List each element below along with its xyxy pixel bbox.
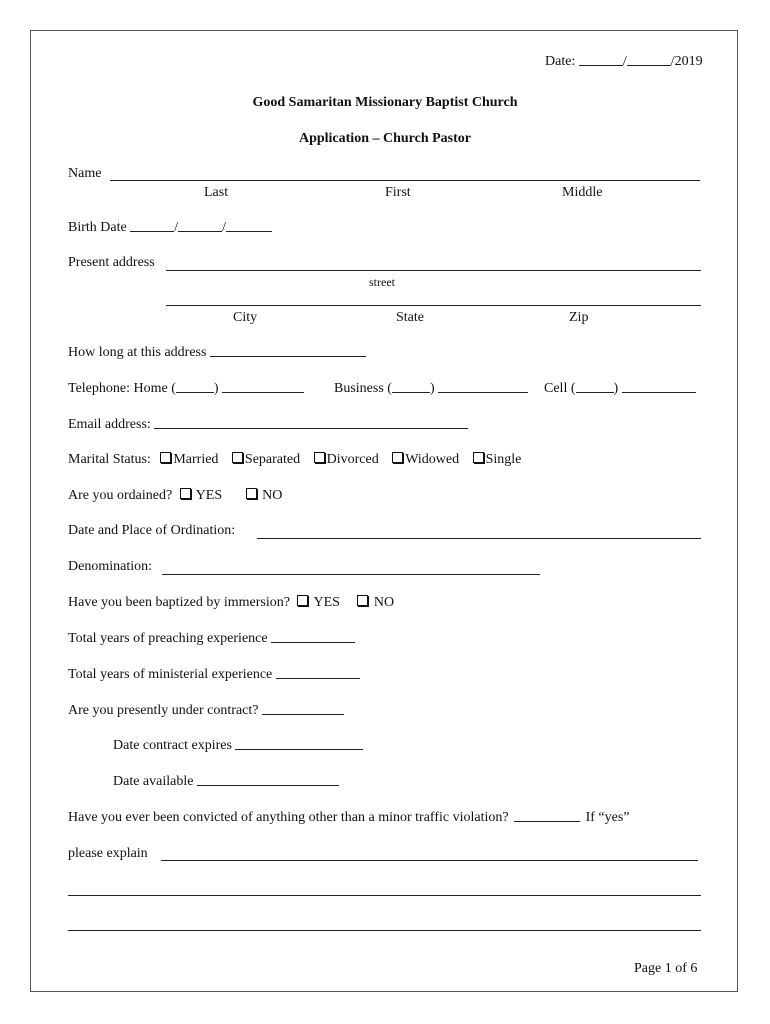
checkbox-icon[interactable] — [357, 595, 368, 606]
name-last-label: Last — [204, 185, 229, 200]
checkbox-icon[interactable] — [180, 488, 191, 499]
telephone-field — [68, 380, 304, 397]
date-available-label: Date available — [113, 774, 194, 789]
email-label: Email address: — [68, 417, 151, 432]
date-available-input[interactable] — [197, 773, 339, 786]
contract-expires-input[interactable] — [235, 737, 363, 750]
date-available-field — [113, 773, 339, 790]
option-label: YES — [313, 595, 340, 610]
present-address-label: Present address — [68, 255, 155, 270]
birth-year-input[interactable] — [226, 219, 272, 232]
home-area-input[interactable] — [176, 380, 214, 393]
name-middle-label: Middle — [562, 185, 603, 200]
explain-input-line-3[interactable] — [68, 930, 701, 931]
business-label: Business ( — [334, 381, 392, 396]
ministerial-label: Total years of ministerial experience — [68, 667, 273, 682]
widowed-option[interactable] — [392, 452, 459, 467]
if-yes-label: If “yes” — [585, 810, 630, 825]
convicted-input[interactable] — [514, 809, 580, 822]
email-input[interactable] — [154, 416, 468, 429]
birth-date-field: Birth Date / / — [68, 219, 272, 236]
how-long-label: How long at this address — [68, 345, 207, 360]
cell-label: Cell ( — [544, 381, 576, 396]
city-label: City — [233, 310, 258, 325]
marital-label: Marital Status: — [68, 452, 151, 467]
checkbox-icon[interactable] — [473, 452, 484, 463]
paren-close: ) — [213, 381, 219, 396]
convicted-label: Have you ever been convicted of anything other than a minor traffic violation? — [68, 810, 509, 825]
contract-expires-field — [113, 737, 363, 754]
date-field: Date: / /2019 — [545, 54, 703, 69]
ordained-yes-option[interactable] — [180, 488, 222, 503]
contract-label: Are you presently under contract? — [68, 703, 259, 718]
checkbox-icon[interactable] — [297, 595, 308, 606]
checkbox-icon[interactable] — [232, 452, 243, 463]
checkbox-icon[interactable] — [314, 452, 325, 463]
date-label: Date: — [545, 54, 576, 69]
option-label: NO — [373, 595, 395, 610]
option-label: NO — [262, 488, 283, 503]
paren-close: ) — [613, 381, 619, 396]
home-phone-input[interactable] — [222, 380, 304, 393]
checkbox-icon[interactable] — [392, 452, 403, 463]
preaching-field — [68, 630, 355, 647]
org-name: Good Samaritan Missionary Baptist Church — [252, 95, 518, 110]
telephone-label: Telephone: Home ( — [68, 381, 176, 396]
contract-field — [68, 702, 344, 719]
form-title: Application – Church Pastor — [298, 131, 472, 146]
option-label: Widowed — [405, 452, 460, 467]
street-input[interactable] — [166, 270, 701, 271]
cell-phone-input[interactable] — [622, 380, 696, 393]
checkbox-icon[interactable] — [160, 452, 171, 463]
option-label: Separated — [244, 452, 301, 467]
checkbox-icon[interactable] — [246, 488, 257, 499]
ministerial-input[interactable] — [276, 666, 360, 679]
cell-area-input[interactable] — [576, 380, 614, 393]
marital-status-field — [68, 452, 521, 468]
business-field — [334, 380, 528, 397]
page-number: Page 1 of 6 — [634, 961, 698, 976]
ministerial-field — [68, 666, 360, 683]
cell-field — [544, 380, 696, 397]
date-month-input[interactable] — [579, 53, 623, 66]
ordination-input[interactable] — [257, 538, 701, 539]
denomination-input[interactable] — [162, 574, 540, 575]
explain-input-line-2[interactable] — [68, 895, 701, 896]
how-long-field — [68, 344, 366, 361]
city-state-zip-input[interactable] — [166, 305, 701, 306]
explain-input-line-1[interactable] — [161, 860, 698, 861]
baptized-label: Have you been baptized by immersion? — [68, 595, 290, 610]
option-label: Married — [173, 452, 219, 467]
business-phone-input[interactable] — [438, 380, 528, 393]
baptized-yes-option[interactable] — [297, 595, 339, 610]
ordination-label: Date and Place of Ordination: — [68, 523, 236, 538]
state-label: State — [396, 310, 424, 325]
convicted-field — [68, 809, 630, 826]
name-input[interactable] — [110, 180, 700, 181]
preaching-input[interactable] — [271, 630, 355, 643]
baptized-no-option[interactable] — [357, 595, 394, 610]
ordained-no-option[interactable] — [246, 488, 283, 503]
paren-close: ) — [429, 381, 435, 396]
denomination-label: Denomination: — [68, 559, 152, 574]
email-field — [68, 416, 468, 433]
contract-input[interactable] — [262, 702, 344, 715]
name-first-label: First — [385, 185, 411, 200]
baptized-field — [68, 595, 394, 611]
ordained-field — [68, 488, 282, 504]
option-label: Divorced — [326, 452, 379, 467]
option-label: YES — [195, 488, 223, 503]
ordained-label: Are you ordained? — [68, 488, 173, 503]
birth-month-input[interactable] — [130, 219, 174, 232]
preaching-label: Total years of preaching experience — [68, 631, 268, 646]
street-label: street — [369, 275, 395, 289]
zip-label: Zip — [569, 310, 589, 325]
how-long-input[interactable] — [210, 344, 366, 357]
contract-expires-label: Date contract expires — [113, 738, 232, 753]
name-label: Name — [68, 166, 102, 181]
divorced-option[interactable] — [314, 452, 379, 467]
birth-date-label: Birth Date — [68, 220, 127, 235]
separated-option[interactable] — [232, 452, 300, 467]
birth-day-input[interactable] — [178, 219, 222, 232]
single-option[interactable] — [473, 452, 522, 467]
date-year: /2019 — [670, 54, 703, 69]
option-label: Single — [485, 452, 522, 467]
date-day-input[interactable] — [627, 53, 671, 66]
explain-label: please explain — [68, 846, 148, 861]
married-option[interactable] — [160, 452, 218, 467]
business-area-input[interactable] — [392, 380, 430, 393]
